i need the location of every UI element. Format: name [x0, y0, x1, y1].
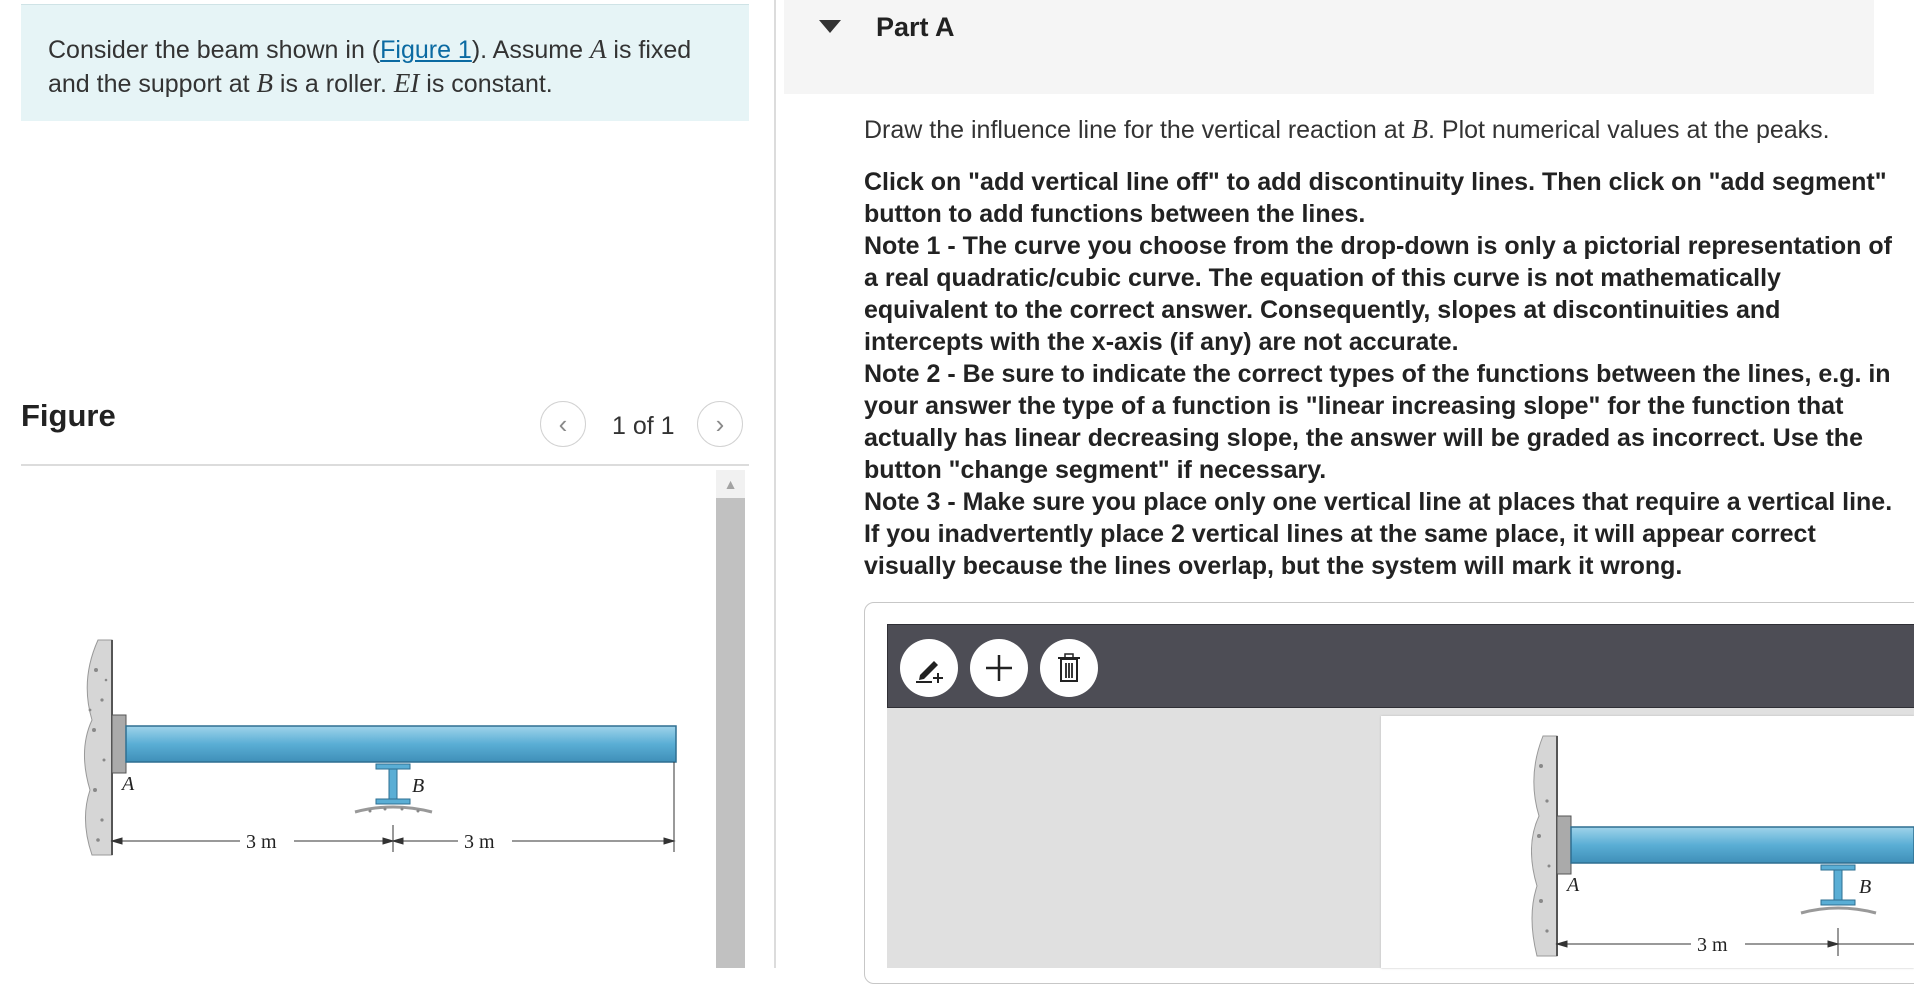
note-2: Note 2 - Be sure to indicate the correct types of the functions between the lines, e.g. in your answer the type of a function is "linear increasing slope" for the function that actually has linear decreasing slope, the answer will be graded as incorrect. Use the button "change segment" if necessary.	[864, 360, 1891, 484]
problem-pane	[0, 0, 760, 968]
part-title: Part A	[876, 12, 955, 42]
delete-button[interactable]	[1040, 639, 1098, 697]
pencil-plus-icon	[912, 651, 946, 685]
preview-beam-figure	[1531, 716, 1914, 968]
figure-pager: 1 of 1	[612, 412, 675, 440]
preview-label-B: B	[1859, 876, 1872, 898]
problem-statement-box	[21, 4, 749, 121]
drawing-toolbar	[887, 624, 1914, 708]
instructions-notes	[864, 166, 1904, 582]
wall-plate	[112, 715, 126, 773]
figure-preview-panel	[1381, 716, 1914, 968]
dim-label-1: 3 m	[246, 831, 277, 853]
figure-scrollbar[interactable]	[716, 470, 745, 968]
scroll-up-arrow-icon[interactable]: ▲	[723, 476, 738, 492]
label-A: A	[122, 773, 135, 795]
var-B: B	[256, 68, 273, 98]
beam-figure	[50, 620, 690, 870]
var-A: A	[589, 34, 607, 64]
var-EI: EI	[393, 68, 420, 98]
preview-label-A: A	[1567, 874, 1580, 896]
figure-prev-button[interactable]	[540, 401, 586, 447]
scrollbar-thumb[interactable]	[716, 498, 745, 968]
note-1: Note 1 - The curve you choose from the drop-down is only a pictorial representation of a real quadratic/cubic curve. The equation of this curve is not mathematically equivalent to the correct answer. Consequently, slopes at discontinuities and intercepts with the x-axis (if any) are not accurate.	[864, 232, 1892, 356]
add-segment-button[interactable]	[970, 639, 1028, 697]
trash-icon	[1054, 651, 1084, 685]
collapse-arrow-icon[interactable]	[819, 20, 841, 33]
drawing-canvas-left[interactable]	[887, 708, 1377, 968]
dim-label-2: 3 m	[464, 831, 495, 853]
figure-link[interactable]: Figure 1	[380, 36, 472, 64]
instruction-click: Click on "add vertical line off" to add discontinuity lines. Then click on "add segment" button to add functions between the lines.	[864, 168, 1887, 228]
figure-next-button[interactable]	[697, 401, 743, 447]
chevron-left-icon: ‹	[558, 408, 568, 439]
part-instruction: Draw the influence line for the vertical reaction at B. Plot numerical values at the peaks.	[864, 114, 1830, 144]
note-3: Note 3 - Make sure you place only one vertical line at places that require a vertical line. If you inadvertently place 2 vertical lines at the same place, it will appear correct visually because the lines overlap, but the system will mark it wrong.	[864, 488, 1893, 580]
figure-title: Figure	[21, 398, 116, 433]
chevron-right-icon: ›	[715, 408, 725, 439]
add-vertical-line-button[interactable]	[900, 639, 958, 697]
fixed-wall	[84, 640, 112, 855]
preview-dim-label: 3 m	[1697, 934, 1728, 956]
var-B-instr: B	[1411, 114, 1428, 144]
label-B: B	[412, 775, 425, 797]
plus-icon	[982, 651, 1016, 685]
figure-divider	[21, 464, 749, 466]
beam	[126, 726, 676, 762]
part-a-header[interactable]	[784, 0, 1874, 94]
problem-statement: Consider the beam shown in (Figure 1). Assume A is fixed and the support at B is a roller. EI is constant.	[48, 34, 692, 98]
